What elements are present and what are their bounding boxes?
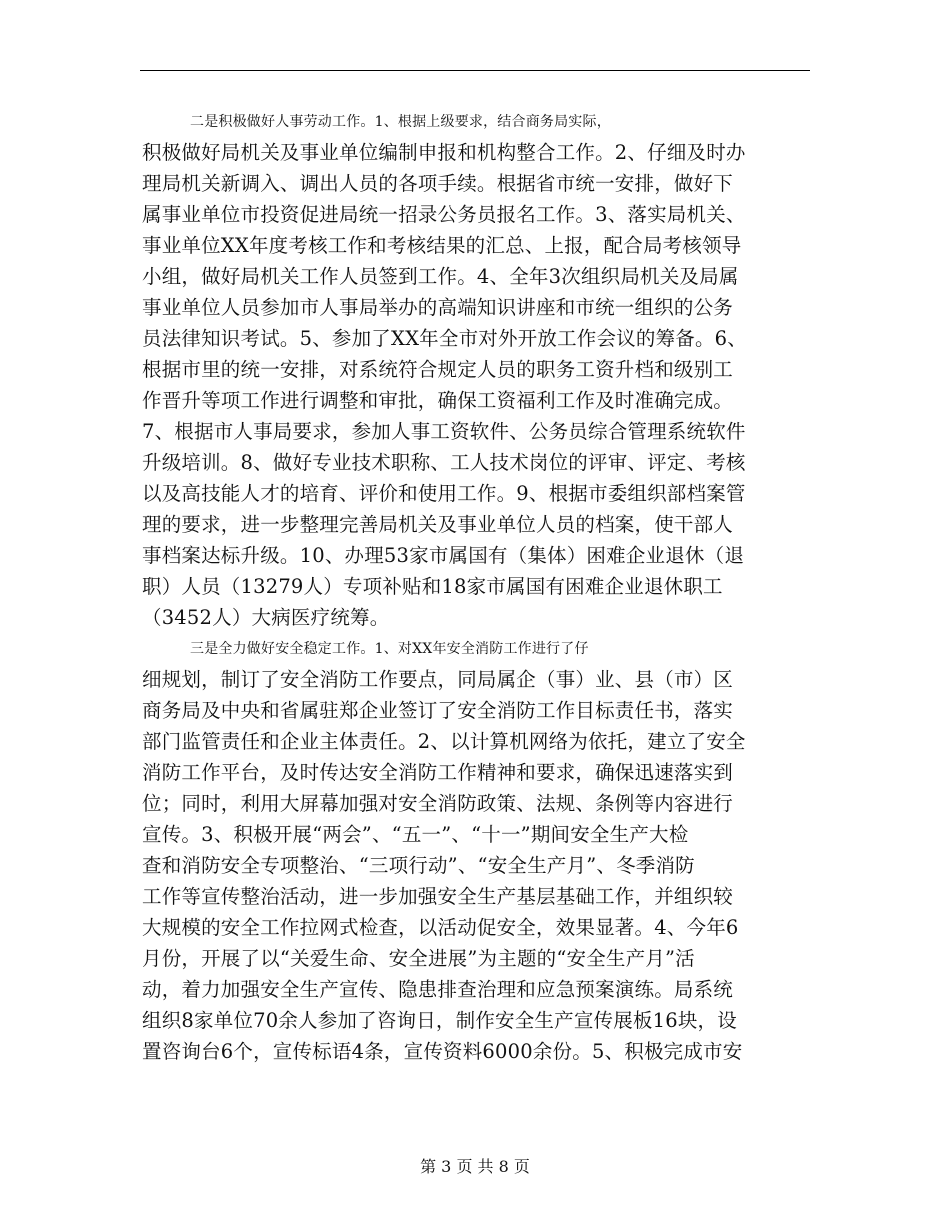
paragraph-line: 理局机关新调入、调出人员的各项手续。根据省市统一安排，做好下 <box>142 172 734 195</box>
paragraph-line: 职）人员（13279人）专项补贴和18家市属国有困难企业退休职工 <box>142 575 723 598</box>
paragraph-line: 以及高技能人才的培育、评价和使用工作。9、根据市委组织部档案管 <box>142 482 746 505</box>
paragraph-line: 组织8家单位70余人参加了咨询日，制作安全生产宣传展板16块，设 <box>142 1009 737 1032</box>
paragraph-line: 宣传。3、积极开展“两会”、“五一”、“十一”期间安全生产大检 <box>142 823 689 846</box>
paragraph-line: 细规划，制订了安全消防工作要点，同局属企（事）业、县（市）区 <box>142 668 734 691</box>
paragraph-line: 根据市里的统一安排，对系统符合规定人员的职务工资升档和级别工 <box>142 358 734 381</box>
paragraph-line: 7、根据市人事局要求，参加人事工资软件、公务员综合管理系统软件 <box>142 420 746 443</box>
header-rule <box>140 70 810 71</box>
paragraph-line: 大规模的安全工作拉网式检查，以活动促安全，效果显著。4、今年6 <box>142 916 739 939</box>
paragraph-line: 置咨询台6个，宣传标语4条，宣传资料6000余份。5、积极完成市安 <box>142 1040 743 1063</box>
paragraph-line: 工作等宣传整治活动，进一步加强安全生产基层基础工作，并组织较 <box>142 885 734 908</box>
paragraph-line: 事档案达标升级。10、办理53家市属国有（集体）困难企业退休（退 <box>142 544 745 567</box>
paragraph-line: 月份，开展了以“关爱生命、安全进展”为主题的“安全生产月”活 <box>142 947 695 970</box>
paragraph-line: 理的要求，进一步整理完善局机关及事业单位人员的档案，使干部人 <box>142 513 734 536</box>
paragraph-line: 属事业单位市投资促进局统一招录公务员报名工作。3、落实局机关、 <box>142 203 746 226</box>
paragraph-line: 动，着力加强安全生产宣传、隐患排查治理和应急预案演练。局系统 <box>142 978 734 1001</box>
paragraph-line: 小组，做好局机关工作人员签到工作。4、全年3次组织局机关及局属 <box>142 265 739 288</box>
paragraph-line: 消防工作平台，及时传达安全消防工作精神和要求，确保迅速落实到 <box>142 761 734 784</box>
page-footer: 第 3 页 共 8 页 <box>420 1157 530 1176</box>
paragraph-line: 二是积极做好人事劳动工作。1、根据上级要求，结合商务局实际， <box>190 114 611 130</box>
paragraph-line: 作晋升等项工作进行调整和审批，确保工资福利工作及时准确完成。 <box>142 389 734 412</box>
paragraph-line: 三是全力做好安全稳定工作。1、对XX年安全消防工作进行了仔 <box>190 641 589 657</box>
paragraph-line: 事业单位XX年度考核工作和考核结果的汇总、上报，配合局考核领导 <box>142 234 742 257</box>
paragraph-line: （3452人）大病医疗统筹。 <box>142 606 390 629</box>
paragraph-line: 积极做好局机关及事业单位编制申报和机构整合工作。2、仔细及时办 <box>142 141 746 164</box>
paragraph-line: 事业单位人员参加市人事局举办的高端知识讲座和市统一组织的公务 <box>142 296 734 319</box>
paragraph-line: 员法律知识考试。5、参加了XX年全市对外开放工作会议的筹备。6、 <box>142 327 747 350</box>
paragraph-line: 升级培训。8、做好专业技术职称、工人技术岗位的评审、评定、考核 <box>142 451 746 474</box>
paragraph-line: 商务局及中央和省属驻郑企业签订了安全消防工作目标责任书，落实 <box>142 699 734 722</box>
paragraph-line: 部门监管责任和企业主体责任。2、以计算机网络为依托，建立了安全 <box>142 730 746 753</box>
paragraph-line: 位；同时，利用大屏幕加强对安全消防政策、法规、条例等内容进行 <box>142 792 734 815</box>
paragraph-line: 查和消防安全专项整治、“三项行动”、“安全生产月”、冬季消防 <box>142 854 695 877</box>
